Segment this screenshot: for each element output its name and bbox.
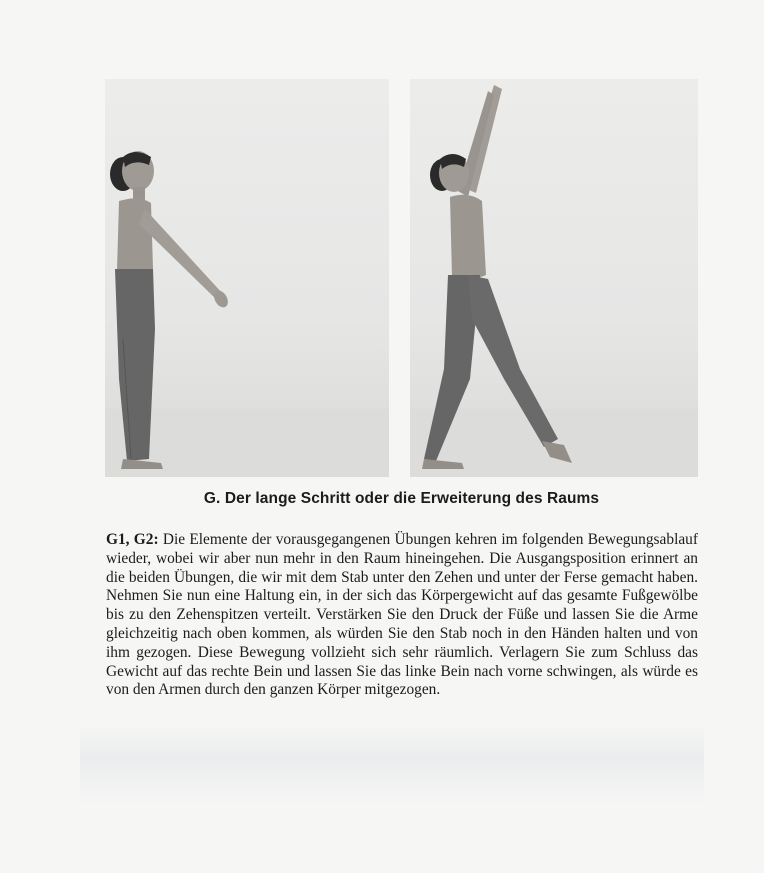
figure-standing-arms-forward [105, 79, 389, 477]
body-paragraph [106, 531, 698, 700]
figure-lunge-arms-raised [410, 79, 698, 477]
photo-g2 [410, 79, 698, 477]
photo-g1 [105, 79, 389, 477]
section-heading: G. Der lange Schritt oder die Erweiterung des Raums [203, 490, 600, 507]
paragraph-text: Die Elemente der vorausgegangenen Übungen kehren im folgenden Bewegungsablauf wieder, wobei wir aber nun mehr in den Raum hineingehen. Die Ausgangsposition erinnert an die beiden Übungen, die wir mit dem Stab unter den Zehen und unter der Ferse gemacht haben. Nehmen Sie nun eine Haltung ein, in der sich das Körpergewicht auf das gesamte Fußgewölbe bis zu den Zehenspitzen verteilt. Verstärken Sie den Druck der Füße und lassen Sie die Arme gleichzeitig nach oben kommen, als würden Sie den Stab noch in den Händen halten und von ihm gezogen. Diese Bewegung vollzieht sich sehr räumlich. Verlagern Sie zum Schluss das Gewicht auf das rechte Bein und lassen Sie das linke Bein nach vorne schwingen, als würde es von den Armen durch den ganzen Körper mitgezogen. [106, 531, 698, 699]
show-through-text [80, 725, 704, 805]
exercise-label: G1, G2: [106, 531, 159, 548]
